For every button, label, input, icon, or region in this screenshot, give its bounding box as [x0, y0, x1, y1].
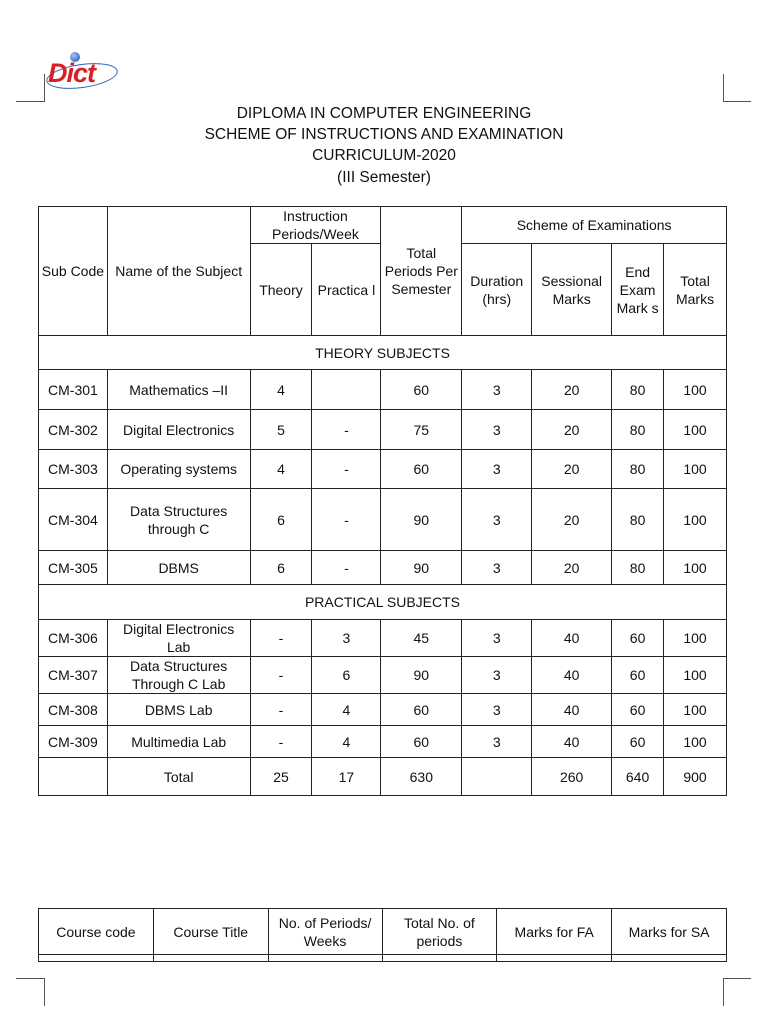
total-sub-code — [39, 758, 108, 796]
cell-subject: Data Structures through C — [107, 489, 250, 551]
cell-sessional-marks: 40 — [532, 620, 612, 657]
cell-subject: Operating systems — [107, 450, 250, 489]
total-sessional-marks: 260 — [532, 758, 612, 796]
header-marks-fa: Marks for FA — [497, 909, 612, 955]
cell-sub-code: CM-301 — [39, 370, 108, 410]
header-subject-name: Name of the Subject — [107, 207, 250, 336]
heading-line-4: (III Semester) — [337, 169, 431, 186]
cell-end-exam-marks: 80 — [612, 551, 664, 585]
cell-theory-periods: 4 — [250, 370, 312, 410]
table-row — [39, 370, 727, 410]
heading-line-2: SCHEME OF INSTRUCTIONS AND EXAMINATION — [204, 126, 564, 143]
cell-duration: 3 — [462, 489, 532, 551]
scheme-table-body — [39, 336, 727, 796]
heading-line-3: CURRICULUM-2020 — [312, 147, 456, 164]
course-table-header-row — [39, 909, 727, 955]
cell-duration: 3 — [462, 657, 532, 694]
table-row — [39, 410, 727, 450]
cell-subject: Digital Electronics — [107, 410, 250, 450]
cell-sessional-marks: 20 — [532, 410, 612, 450]
cell-total-marks: 100 — [664, 551, 727, 585]
cell-sub-code: CM-306 — [39, 620, 108, 657]
header-course-title: Course Title — [153, 909, 268, 955]
crop-mark-tr-h — [723, 101, 751, 102]
cell-total-marks: 100 — [664, 657, 727, 694]
total-end-exam-marks: 640 — [612, 758, 664, 796]
cell-duration: 3 — [462, 410, 532, 450]
table-row — [39, 551, 727, 585]
header-theory: Theory — [250, 244, 312, 336]
cell-duration: 3 — [462, 551, 532, 585]
total-duration — [462, 758, 532, 796]
cell-duration: 3 — [462, 620, 532, 657]
header-instruction-periods: Instruction Periods/Week — [250, 207, 381, 244]
crop-mark-br-v — [723, 978, 724, 1006]
header-total-periods: Total Periods Per Semester — [381, 207, 462, 336]
header-total-marks: Total Marks — [664, 244, 727, 336]
cell-theory-periods: - — [250, 694, 312, 726]
table-row — [39, 694, 727, 726]
cell-total-marks: 100 — [664, 410, 727, 450]
logo-text: Dict — [48, 58, 96, 88]
cell-theory-periods: 6 — [250, 551, 312, 585]
cell-sessional-marks: 20 — [532, 551, 612, 585]
course-table-partial-row — [39, 955, 727, 962]
cell-theory-periods: 4 — [250, 450, 312, 489]
cell-total-marks: 100 — [664, 620, 727, 657]
cell-practical-periods — [312, 370, 381, 410]
cell-duration: 3 — [462, 726, 532, 758]
heading-line-1: DIPLOMA IN COMPUTER ENGINEERING — [236, 105, 532, 122]
cell-practical-periods: 3 — [312, 620, 381, 657]
practical-subjects-section-label: PRACTICAL SUBJECTS — [39, 585, 727, 620]
total-total-periods: 630 — [381, 758, 462, 796]
cell-sessional-marks: 40 — [532, 657, 612, 694]
cell-sub-code: CM-307 — [39, 657, 108, 694]
cell-subject: DBMS — [107, 551, 250, 585]
cell-total-periods: 90 — [381, 657, 462, 694]
cell-practical-periods: 4 — [312, 694, 381, 726]
cell-total-periods: 60 — [381, 370, 462, 410]
cell-total-periods: 90 — [381, 489, 462, 551]
cell-total-marks: 100 — [664, 726, 727, 758]
crop-mark-tl-h — [16, 101, 45, 102]
cell-end-exam-marks: 60 — [612, 694, 664, 726]
table-row — [39, 450, 727, 489]
cell-total-marks: 100 — [664, 450, 727, 489]
cell-sub-code: CM-305 — [39, 551, 108, 585]
header-periods-per-week: No. of Periods/ Weeks — [268, 909, 382, 955]
header-end-exam-marks: End Exam Mark s — [612, 244, 664, 336]
cell-end-exam-marks: 80 — [612, 410, 664, 450]
cell-sessional-marks: 20 — [532, 370, 612, 410]
crop-mark-tr-v — [723, 74, 724, 102]
cell-subject: DBMS Lab — [107, 694, 250, 726]
cell-total-periods: 60 — [381, 694, 462, 726]
cell-sub-code: CM-302 — [39, 410, 108, 450]
cell-total-periods: 75 — [381, 410, 462, 450]
cell-total-periods: 60 — [381, 450, 462, 489]
cell-subject: Digital Electronics Lab — [107, 620, 250, 657]
crop-mark-bl-v — [44, 978, 45, 1006]
cell-practical-periods: - — [312, 410, 381, 450]
cell-practical-periods: - — [312, 551, 381, 585]
scheme-table — [38, 206, 727, 796]
total-total-marks: 900 — [664, 758, 727, 796]
cell-practical-periods: 6 — [312, 657, 381, 694]
cell-end-exam-marks: 60 — [612, 657, 664, 694]
cell-duration: 3 — [462, 370, 532, 410]
crop-mark-bl-h — [16, 978, 45, 979]
cell-end-exam-marks: 60 — [612, 620, 664, 657]
table-row — [39, 726, 727, 758]
table-row — [39, 620, 727, 657]
course-table — [38, 908, 727, 962]
cell-sessional-marks: 40 — [532, 694, 612, 726]
cell-end-exam-marks: 80 — [612, 370, 664, 410]
cell-end-exam-marks: 80 — [612, 450, 664, 489]
cell-duration: 3 — [462, 694, 532, 726]
header-practical: Practica l — [312, 244, 381, 336]
cell-total-periods: 60 — [381, 726, 462, 758]
header-sub-code: Sub Code — [39, 207, 108, 336]
total-subject: Total — [107, 758, 250, 796]
cell-total-periods: 90 — [381, 551, 462, 585]
crop-mark-br-h — [723, 978, 751, 979]
cell-theory-periods: 6 — [250, 489, 312, 551]
cell-sub-code: CM-303 — [39, 450, 108, 489]
theory-subjects-section — [39, 336, 727, 370]
cell-duration: 3 — [462, 450, 532, 489]
cell-practical-periods: - — [312, 489, 381, 551]
cell-theory-periods: 5 — [250, 410, 312, 450]
cell-end-exam-marks: 80 — [612, 489, 664, 551]
cell-total-marks: 100 — [664, 694, 727, 726]
header-scheme-of-examinations: Scheme of Examinations — [462, 207, 727, 244]
cell-sub-code: CM-308 — [39, 694, 108, 726]
cell-theory-periods: - — [250, 620, 312, 657]
table-row — [39, 657, 727, 694]
cell-total-marks: 100 — [664, 489, 727, 551]
cell-sessional-marks: 40 — [532, 726, 612, 758]
cell-subject: Multimedia Lab — [107, 726, 250, 758]
theory-subjects-section-label: THEORY SUBJECTS — [39, 336, 727, 370]
header-course-code: Course code — [39, 909, 154, 955]
cell-theory-periods: - — [250, 657, 312, 694]
total-row — [39, 758, 727, 796]
practical-subjects-section — [39, 585, 727, 620]
cell-practical-periods: 4 — [312, 726, 381, 758]
cell-practical-periods: - — [312, 450, 381, 489]
header-marks-sa: Marks for SA — [612, 909, 727, 955]
cell-total-marks: 100 — [664, 370, 727, 410]
cell-theory-periods: - — [250, 726, 312, 758]
header-total-periods: Total No. of periods — [382, 909, 497, 955]
table-row — [39, 489, 727, 551]
cell-end-exam-marks: 60 — [612, 726, 664, 758]
cell-total-periods: 45 — [381, 620, 462, 657]
cell-subject: Mathematics –II — [107, 370, 250, 410]
total-practical-periods: 17 — [312, 758, 381, 796]
cell-sub-code: CM-304 — [39, 489, 108, 551]
dict-logo — [44, 50, 120, 92]
cell-sub-code: CM-309 — [39, 726, 108, 758]
cell-subject: Data Structures Through C Lab — [107, 657, 250, 694]
cell-sessional-marks: 20 — [532, 450, 612, 489]
header-sessional-marks: Sessional Marks — [532, 244, 612, 336]
header-duration: Duration (hrs) — [462, 244, 532, 336]
cell-sessional-marks: 20 — [532, 489, 612, 551]
total-theory-periods: 25 — [250, 758, 312, 796]
